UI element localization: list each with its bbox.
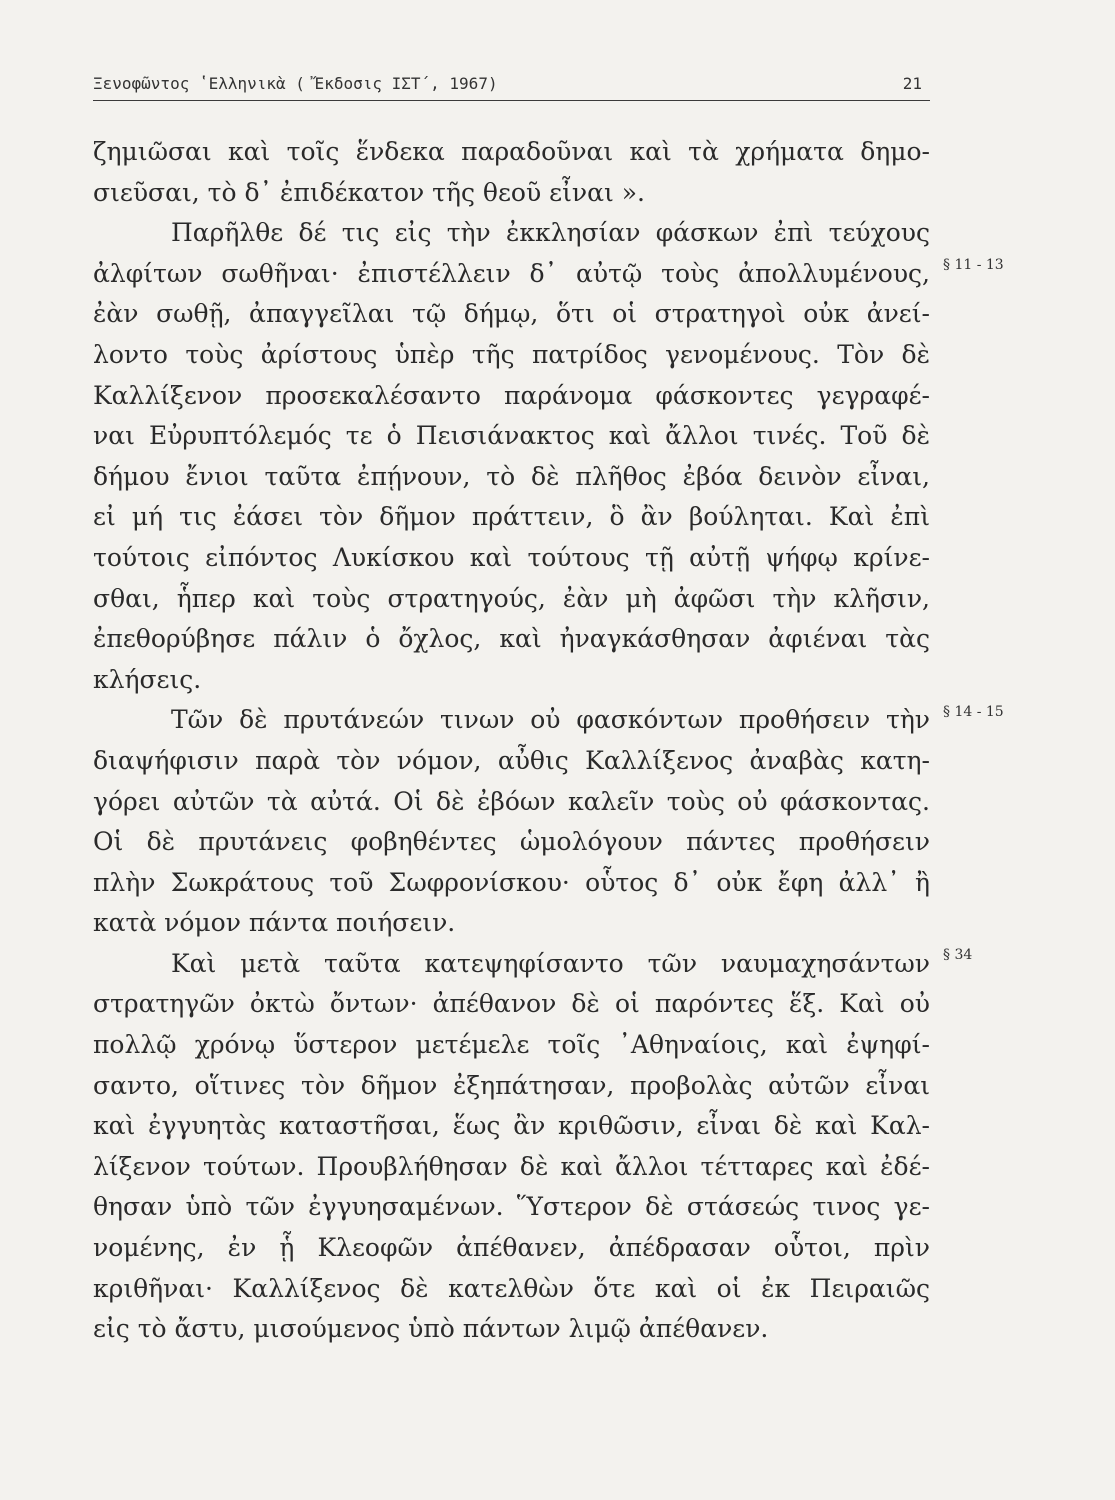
text-line: καὶ ἐγγυητὰς καταστῆσαι, ἕως ἂν κριθῶσιν, εἶναι δὲ καὶ Καλ- bbox=[93, 1111, 930, 1141]
text-line: κατὰ νόμον πάντα ποιήσειν. bbox=[93, 908, 456, 938]
text-line: κλήσεις. bbox=[93, 664, 202, 694]
text-line: ἐπεθορύβησε πάλιν ὁ ὄχλος, καὶ ἠναγκάσθησαν ἀφιέναι τὰς bbox=[93, 624, 930, 654]
text-line: πλὴν Σωκράτους τοῦ Σωφρονίσκου· οὗτος δ᾽ οὐκ ἔφη ἀλλ᾽ ἢ bbox=[93, 867, 930, 897]
page-number: 21 bbox=[902, 74, 922, 93]
text-line: τούτοις εἰπόντος Λυκίσκου καὶ τούτους τῇ αὐτῇ ψήφῳ κρίνε- bbox=[93, 542, 930, 572]
text-line: λίξενον τούτων. Προυβλήθησαν δὲ καὶ ἄλλοι τέτταρες καὶ ἐδέ- bbox=[93, 1151, 930, 1181]
text-line: εἰς τὸ ἄστυ, μισούμενος ὑπὸ πάντων λιμῷ ἀπέθανεν. bbox=[93, 1314, 769, 1344]
text-line: εἰ μή τις ἐάσει τὸν δῆμον πράττειν, ὃ ἂν βούληται. Καὶ ἐπὶ bbox=[93, 502, 930, 532]
text-line: γόρει αὐτῶν τὰ αὐτά. Οἱ δὲ ἐβόων καλεῖν τοὺς οὐ φάσκοντας. bbox=[93, 786, 930, 816]
text-line: λοντο τοὺς ἀρίστους ὑπὲρ τῆς πατρίδος γενομένους. Τὸν δὲ bbox=[93, 339, 930, 369]
margin-section-note: § 11 - 13 bbox=[943, 257, 1004, 273]
margin-section-note: § 34 bbox=[943, 947, 973, 963]
text-line: σιεῦσαι, τὸ δ᾽ ἐπιδέκατον τῆς θεοῦ εἶναι ». bbox=[93, 177, 645, 207]
paragraph-start-line: Τῶν δὲ πρυτάνεών τινων οὐ φασκόντων προθήσειν τὴν bbox=[171, 705, 930, 735]
text-line: ζημιῶσαι καὶ τοῖς ἕνδεκα παραδοῦναι καὶ τὰ χρήματα δημο- bbox=[93, 137, 930, 166]
text-line: στρατηγῶν ὀκτὼ ὄντων· ἀπέθανον δὲ οἱ παρόντες ἕξ. Καὶ οὐ bbox=[93, 989, 930, 1019]
paragraph-start-line: Καὶ μετὰ ταῦτα κατεψηφίσαντο τῶν ναυμαχησάντων bbox=[171, 948, 930, 978]
text-line: διαψήφισιν παρὰ τὸν νόμον, αὖθις Καλλίξενος ἀναβὰς κατη- bbox=[93, 745, 930, 775]
paragraph-start-line: Παρῆλθε δέ τις εἰς τὴν ἐκκλησίαν φάσκων ἐπὶ τεύχους bbox=[171, 218, 930, 248]
text-line: σαντο, οἵτινες τὸν δῆμον ἐξηπάτησαν, προβολὰς αὐτῶν εἶναι bbox=[93, 1070, 930, 1100]
text-line: δήμου ἔνιοι ταῦτα ἐπῄνουν, τὸ δὲ πλῆθος ἐβόα δεινὸν εἶναι, bbox=[93, 461, 930, 491]
text-line: ἐὰν σωθῇ, ἀπαγγεῖλαι τῷ δήμῳ, ὅτι οἱ στρατηγοὶ οὐκ ἀνεί- bbox=[93, 299, 930, 329]
text-line: πολλῷ χρόνῳ ὕστερον μετέμελε τοῖς ᾽Αθηναίοις, καὶ ἐψηφί- bbox=[93, 1030, 930, 1060]
text-line: Οἱ δὲ πρυτάνεις φοβηθέντες ὡμολόγουν πάντες προθήσειν bbox=[93, 827, 930, 857]
text-line: ναι Εὐρυπτόλεμός τε ὁ Πεισιάνακτος καὶ ἄλλοι τινές. Τοῦ δὲ bbox=[93, 421, 930, 451]
text-line: σθαι, ἧπερ καὶ τοὺς στρατηγούς, ἐὰν μὴ ἀφῶσι τὴν κλῆσιν, bbox=[93, 583, 930, 613]
text-line: Καλλίξενον προσεκαλέσαντο παράνομα φάσκοντες γεγραφέ- bbox=[93, 380, 930, 410]
text-line: κριθῆναι· Καλλίξενος δὲ κατελθὼν ὅτε καὶ οἱ ἐκ Πειραιῶς bbox=[93, 1273, 930, 1303]
text-line: θησαν ὑπὸ τῶν ἐγγυησαμένων. Ὕστερον δὲ στάσεώς τινος γε- bbox=[93, 1192, 930, 1222]
text-line: νομένης, ἐν ᾗ Κλεοφῶν ἀπέθανεν, ἀπέδρασαν οὗτοι, πρὶν bbox=[93, 1233, 930, 1263]
margin-section-note: § 14 - 15 bbox=[943, 704, 1004, 720]
text-line: ἀλφίτων σωθῆναι· ἐπιστέλλειν δ᾽ αὐτῷ τοὺς ἀπολλυμένους, bbox=[93, 258, 930, 288]
main-text bbox=[93, 132, 930, 1350]
running-header bbox=[93, 70, 930, 101]
running-title: Ξενοφῶντος ʽΕλληνικὰ ( Ἔκδοσις ΙΣΤ΄, 1967) bbox=[93, 74, 498, 93]
